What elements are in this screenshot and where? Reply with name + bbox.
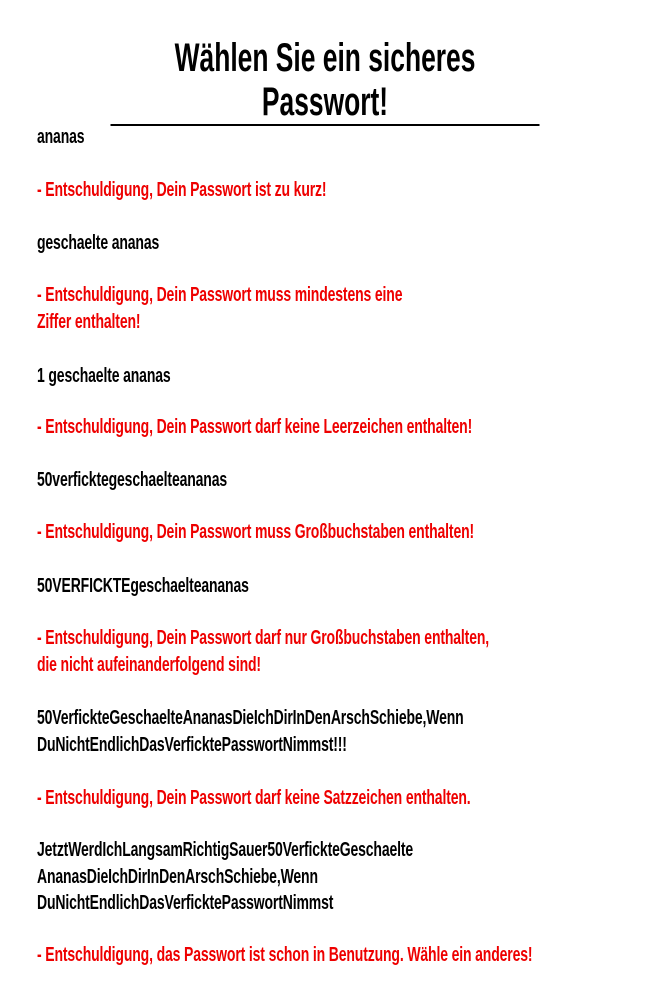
- attempt-line: DuNichtEndlichDasVerficktePasswortNimmst: [37, 892, 334, 914]
- attempt-line: 50verficktegeschaelteananas: [37, 469, 228, 491]
- error-line: - Entschuldigung, Dein Passwort darf nur Großbuchstaben enthalten,: [37, 627, 490, 649]
- password-attempt: [37, 467, 308, 494]
- attempt-line: DuNichtEndlichDasVerficktePasswortNimmst!!!: [37, 733, 347, 756]
- attempt-line: 50VerfickteGeschaelteAnanasDieIchDirInDenArschSchiebe,Wenn: [37, 707, 464, 729]
- error-message: [37, 785, 650, 812]
- attempt-line: geschaelte ananas: [37, 232, 160, 254]
- attempt-line: JetztWerdIchLangsamRichtigSauer50VerfickteGeschaelte: [37, 839, 414, 861]
- error-line: die nicht aufeinanderfolgend sind!: [37, 653, 261, 676]
- error-message: [37, 177, 450, 204]
- error-line: - Entschuldigung, Dein Passwort muss mindestens eine: [37, 284, 403, 306]
- password-attempt: [37, 230, 211, 257]
- error-line: - Entschuldigung, das Passwort ist schon in Benutzung. Wähle ein anderes!: [37, 944, 533, 966]
- page-title: Wählen Sie ein sicheres Passwort!: [110, 36, 539, 126]
- error-message: [37, 519, 650, 546]
- error-line: - Entschuldigung, Dein Passwort darf keine Leerzeichen enthalten!: [37, 416, 473, 438]
- error-message: [37, 625, 650, 678]
- error-line: - Entschuldigung, Dein Passwort darf keine Satzzeichen enthalten.: [37, 787, 471, 809]
- attempt-line: 50VERFICKTEgeschaelteananas: [37, 575, 249, 597]
- password-attempt: [37, 124, 105, 151]
- attempt-line: 1 geschaelte ananas: [37, 365, 171, 387]
- error-line: Ziffer enthalten!: [37, 310, 141, 333]
- error-message: [37, 942, 650, 969]
- attempt-line: ananas: [37, 126, 85, 148]
- password-attempt: [37, 573, 340, 600]
- error-line: - Entschuldigung, Dein Passwort ist zu kurz!: [37, 179, 327, 201]
- error-message: [37, 414, 650, 441]
- attempt-line: AnanasDieIchDirInDenArschSchiebe,Wenn: [37, 865, 318, 888]
- password-attempt: [37, 837, 574, 917]
- error-line: - Entschuldigung, Dein Passwort muss Großbuchstaben enthalten!: [37, 521, 475, 543]
- password-attempt: [37, 705, 646, 758]
- password-attempt: [37, 363, 228, 390]
- page-title-wrap: [0, 36, 650, 126]
- error-message: [37, 282, 559, 335]
